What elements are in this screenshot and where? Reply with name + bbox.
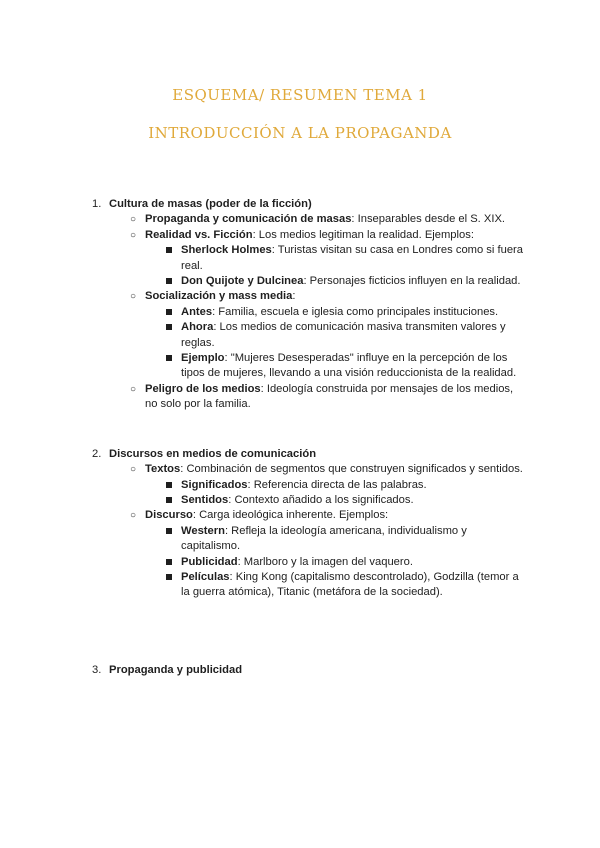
section-title: Propaganda y publicidad: [109, 663, 243, 676]
item-label: Peligro de los medios: [145, 382, 261, 395]
item-label: Socialización y mass media: [145, 290, 293, 303]
item-label: Discurso: [145, 509, 193, 522]
document-title: ESQUEMA/ RESUMEN TEMA 1: [172, 86, 428, 104]
section-title: Cultura de masas (poder de la ficción): [109, 198, 312, 210]
sub-list-item: [92, 555, 524, 570]
section-number: 2.: [92, 447, 102, 460]
list-item: [92, 382, 524, 413]
list-item: [92, 508, 524, 523]
square-bullet-icon: [166, 309, 172, 315]
item-label: Películas: [181, 570, 230, 583]
square-bullet-icon: [166, 574, 172, 580]
sub-list-item: [92, 243, 524, 274]
item-text: : Los medios legitiman la realidad. Ejemplos:: [252, 228, 474, 241]
square-bullet-icon: [166, 355, 172, 361]
circle-bullet-icon: ○: [130, 464, 137, 476]
sub-list-item: [92, 478, 524, 493]
sub-list-item: [92, 570, 524, 601]
item-text: : King Kong (capitalismo descontrolado), Godzilla (temor a la guerra atómica), Titanic (metáfora de la sociedad).: [181, 570, 519, 599]
sub-list-item: [92, 351, 524, 382]
item-text: : Turistas visitan su casa en Londres como si fuera real.: [181, 244, 523, 272]
item-text: :: [292, 290, 296, 303]
item-label: Don Quijote y Dulcinea: [181, 275, 304, 288]
item-label: Propaganda y comunicación de masas: [145, 213, 352, 226]
item-text: : Inseparables desde el S. XIX.: [351, 213, 506, 226]
item-text: : Los medios de comunicación masiva transmiten valores y reglas.: [181, 321, 506, 349]
square-bullet-icon: [166, 528, 172, 534]
item-label: Ejemplo: [181, 352, 225, 365]
item-text: : Refleja la ideología americana, individualismo y capitalismo.: [181, 524, 467, 553]
item-text: : Carga ideológica inherente. Ejemplos:: [192, 509, 389, 522]
item-label: Antes: [181, 305, 213, 318]
section-number: 1.: [92, 198, 102, 210]
item-label: Sentidos: [181, 493, 229, 506]
section-title: Discursos en medios de comunicación: [109, 447, 317, 460]
list-item: [92, 289, 524, 304]
item-label: Publicidad: [181, 555, 238, 568]
section-2: [92, 447, 524, 462]
square-bullet-icon: [166, 497, 172, 503]
item-label: Textos: [145, 463, 181, 476]
sub-list-item: [92, 493, 524, 508]
list-item: [92, 228, 524, 243]
sub-list-item: [92, 305, 524, 320]
item-text: : Ideología construida por mensajes de los medios, no solo por la familia.: [145, 382, 514, 411]
item-text: : Marlboro y la imagen del vaquero.: [237, 555, 413, 568]
item-text: : "Mujeres Desesperadas" influye en la percepción de los tipos de mujeres, llevando a una visión reduccionista de la realidad.: [181, 352, 517, 380]
list-item: [92, 212, 524, 227]
circle-bullet-icon: ○: [130, 214, 137, 226]
item-label: Significados: [181, 478, 248, 491]
item-text: : Familia, escuela e iglesia como principales instituciones.: [212, 305, 499, 318]
sub-list-item: [92, 524, 524, 555]
item-label: Sherlock Holmes: [181, 244, 272, 257]
square-bullet-icon: [166, 559, 172, 565]
sub-list-item: [92, 320, 524, 351]
document-subtitle: INTRODUCCIÓN A LA PROPAGANDA: [148, 124, 452, 142]
circle-bullet-icon: ○: [130, 383, 137, 395]
document-body: [92, 197, 524, 678]
sub-list-item: [92, 274, 524, 289]
circle-bullet-icon: ○: [130, 510, 137, 522]
square-bullet-icon: [166, 482, 172, 488]
square-bullet-icon: [166, 278, 172, 284]
item-text: : Referencia directa de las palabras.: [247, 478, 427, 491]
item-label: Ahora: [181, 321, 214, 334]
item-text: : Personajes ficticios influyen en la realidad.: [303, 275, 521, 288]
section-1: [92, 197, 524, 212]
item-text: : Combinación de segmentos que construyen significados y sentidos.: [180, 463, 523, 476]
square-bullet-icon: [166, 324, 172, 330]
circle-bullet-icon: ○: [130, 229, 137, 241]
circle-bullet-icon: ○: [130, 291, 137, 303]
section-number: 3.: [92, 663, 102, 676]
list-item: [92, 462, 524, 477]
square-bullet-icon: [166, 247, 172, 253]
item-label: Realidad vs. Ficción: [145, 228, 253, 241]
item-text: : Contexto añadido a los significados.: [228, 493, 414, 506]
section-3: [92, 663, 524, 678]
item-label: Western: [181, 524, 225, 537]
